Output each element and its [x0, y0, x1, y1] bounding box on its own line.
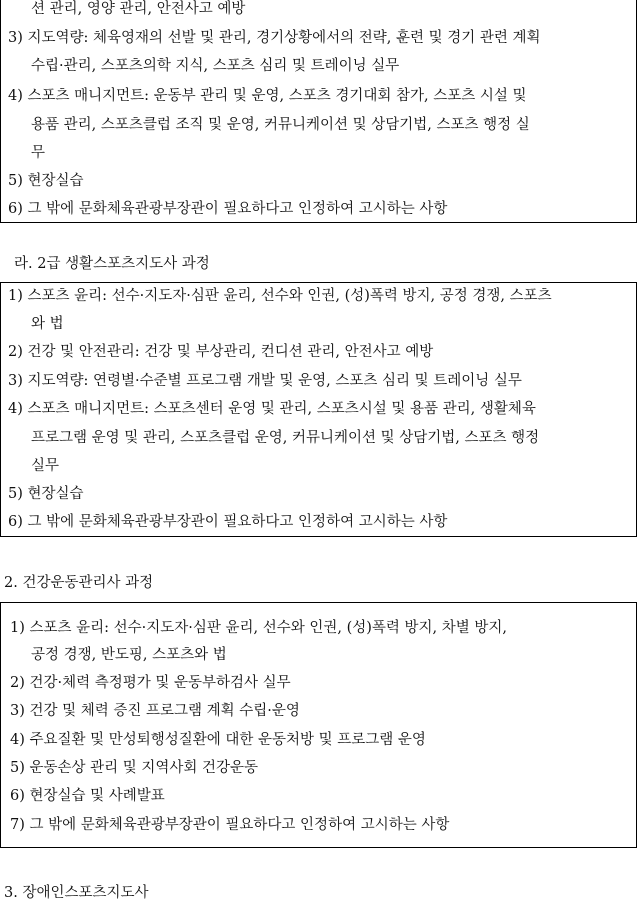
list-item: 4) 스포츠 매니지먼트: 운동부 관리 및 운영, 스포츠 경기대회 참가, 스포츠 시설 및	[8, 88, 527, 104]
list-item: 5) 운동손상 관리 및 지역사회 건강운동	[10, 760, 259, 776]
curriculum-box-health-exercise-manager	[0, 602, 637, 848]
list-item: 수립·관리, 스포츠의학 지식, 스포츠 심리 및 트레이닝 실무	[31, 58, 400, 74]
list-item: 4) 스포츠 매니지먼트: 스포츠센터 운영 및 관리, 스포츠시설 및 용품 관리, 생활체육	[8, 401, 536, 417]
list-item: 와 법	[31, 316, 64, 332]
list-item: 3) 지도역량: 연령별·수준별 프로그램 개발 및 운영, 스포츠 심리 및 트레이닝 실무	[8, 373, 522, 389]
list-item: 3) 지도역량: 체육영재의 선발 및 관리, 경기상황에서의 전략, 훈련 및 경기 관련 계획	[8, 30, 541, 46]
section-heading-2: 2. 건강운동관리사 과정	[4, 575, 154, 591]
list-item: 4) 주요질환 및 만성퇴행성질환에 대한 운동처방 및 프로그램 운영	[10, 732, 426, 748]
list-item: 6) 그 밖에 문화체육관광부장관이 필요하다고 인정하여 고시하는 사항	[8, 201, 448, 217]
section-heading-3: 3. 장애인스포츠지도사	[4, 885, 149, 901]
list-item: 공정 경쟁, 반도핑, 스포츠와 법	[31, 647, 227, 663]
list-item: 프로그램 운영 및 관리, 스포츠클럽 운영, 커뮤니케이션 및 상담기법, 스포츠 행정	[31, 430, 540, 446]
list-item: 6) 그 밖에 문화체육관광부장관이 필요하다고 인정하여 고시하는 사항	[8, 514, 448, 530]
list-item: 1) 스포츠 윤리: 선수·지도자·심판 윤리, 선수와 인권, (성)폭력 방지, 공정 경쟁, 스포츠	[8, 288, 552, 304]
section-heading-ra: 라. 2급 생활스포츠지도사 과정	[14, 256, 210, 272]
list-item: 2) 건강 및 안전관리: 건강 및 부상관리, 컨디션 관리, 안전사고 예방	[8, 344, 434, 360]
list-item: 션 관리, 영양 관리, 안전사고 예방	[31, 1, 246, 17]
curriculum-box-level2-life-sports	[0, 282, 637, 537]
list-item: 5) 현장실습	[8, 173, 84, 189]
list-item: 무	[31, 145, 46, 161]
list-item: 5) 현장실습	[8, 486, 84, 502]
list-item: 6) 현장실습 및 사례발표	[10, 788, 165, 804]
curriculum-box-continued	[0, 0, 637, 223]
list-item: 용품 관리, 스포츠클럽 조직 및 운영, 커뮤니케이션 및 상담기법, 스포츠 행정 실	[31, 117, 530, 133]
list-item: 3) 건강 및 체력 증진 프로그램 계획 수립·운영	[10, 703, 300, 719]
list-item: 2) 건강·체력 측정평가 및 운동부하검사 실무	[10, 675, 291, 691]
list-item: 7) 그 밖에 문화체육관광부장관이 필요하다고 인정하여 고시하는 사항	[10, 817, 450, 833]
list-item: 1) 스포츠 윤리: 선수·지도자·심판 윤리, 선수와 인권, (성)폭력 방지, 차별 방지,	[10, 620, 508, 636]
list-item: 실무	[31, 458, 60, 474]
